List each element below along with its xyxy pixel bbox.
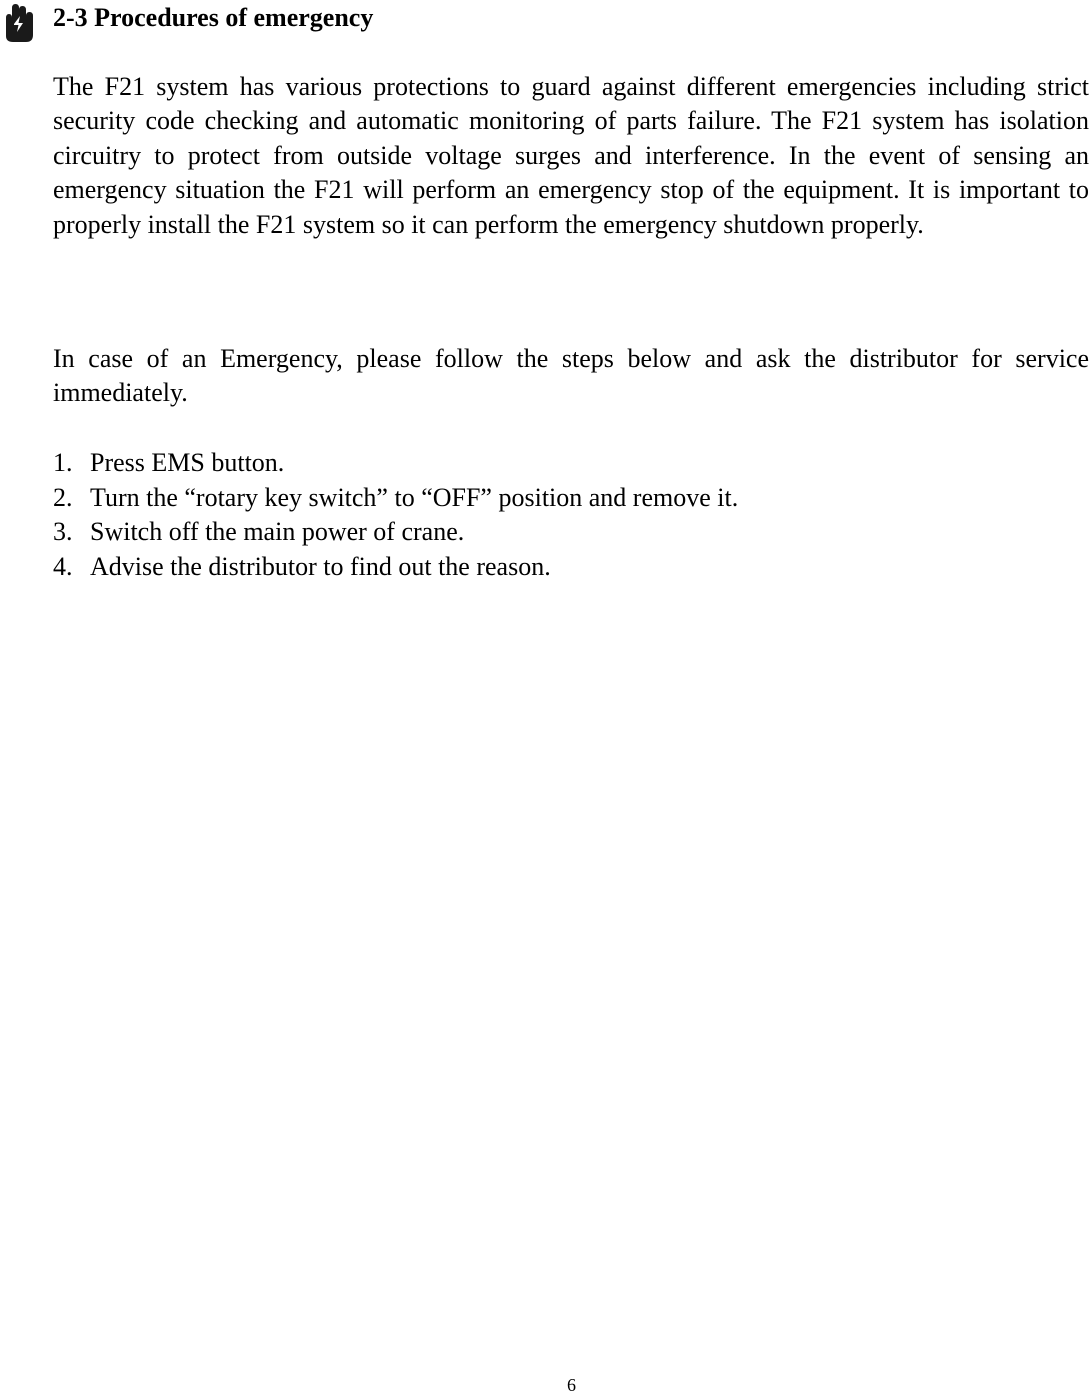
section-title: 2-3 Procedures of emergency — [53, 3, 374, 32]
step-number: 3. — [53, 517, 73, 546]
hand-pointer-icon — [0, 2, 38, 44]
page-number: 6 — [567, 1375, 576, 1395]
emergency-paragraph: In case of an Emergency, please follow the steps below and ask the distributor for service immediately. — [53, 344, 1089, 408]
list-item — [53, 515, 738, 550]
step-text: Turn the “rotary key switch” to “OFF” position and remove it. — [90, 482, 739, 512]
emergency-steps-list — [53, 446, 738, 584]
step-number: 1. — [53, 448, 73, 477]
intro-paragraph: The F21 system has various protections to guard against different emergencies including strict security code checking and automatic monitoring of parts failure. The F21 system has isolation circuitry to protect from outside voltage surges and interference. In the event of sensing an emergency situation the F21 will perform an emergency stop of the equipment. It is important to properly install the F21 system so it can perform the emergency shutdown properly. — [53, 72, 1089, 239]
list-item — [53, 550, 738, 585]
step-text: Press EMS button. — [90, 448, 285, 477]
list-item — [53, 481, 738, 516]
list-item — [53, 446, 738, 481]
step-number: 2. — [53, 482, 73, 512]
section-heading-row — [0, 0, 1091, 44]
step-number: 4. — [53, 551, 73, 581]
step-text: Advise the distributor to find out the reason. — [90, 551, 551, 581]
step-text: Switch off the main power of crane. — [90, 517, 465, 546]
